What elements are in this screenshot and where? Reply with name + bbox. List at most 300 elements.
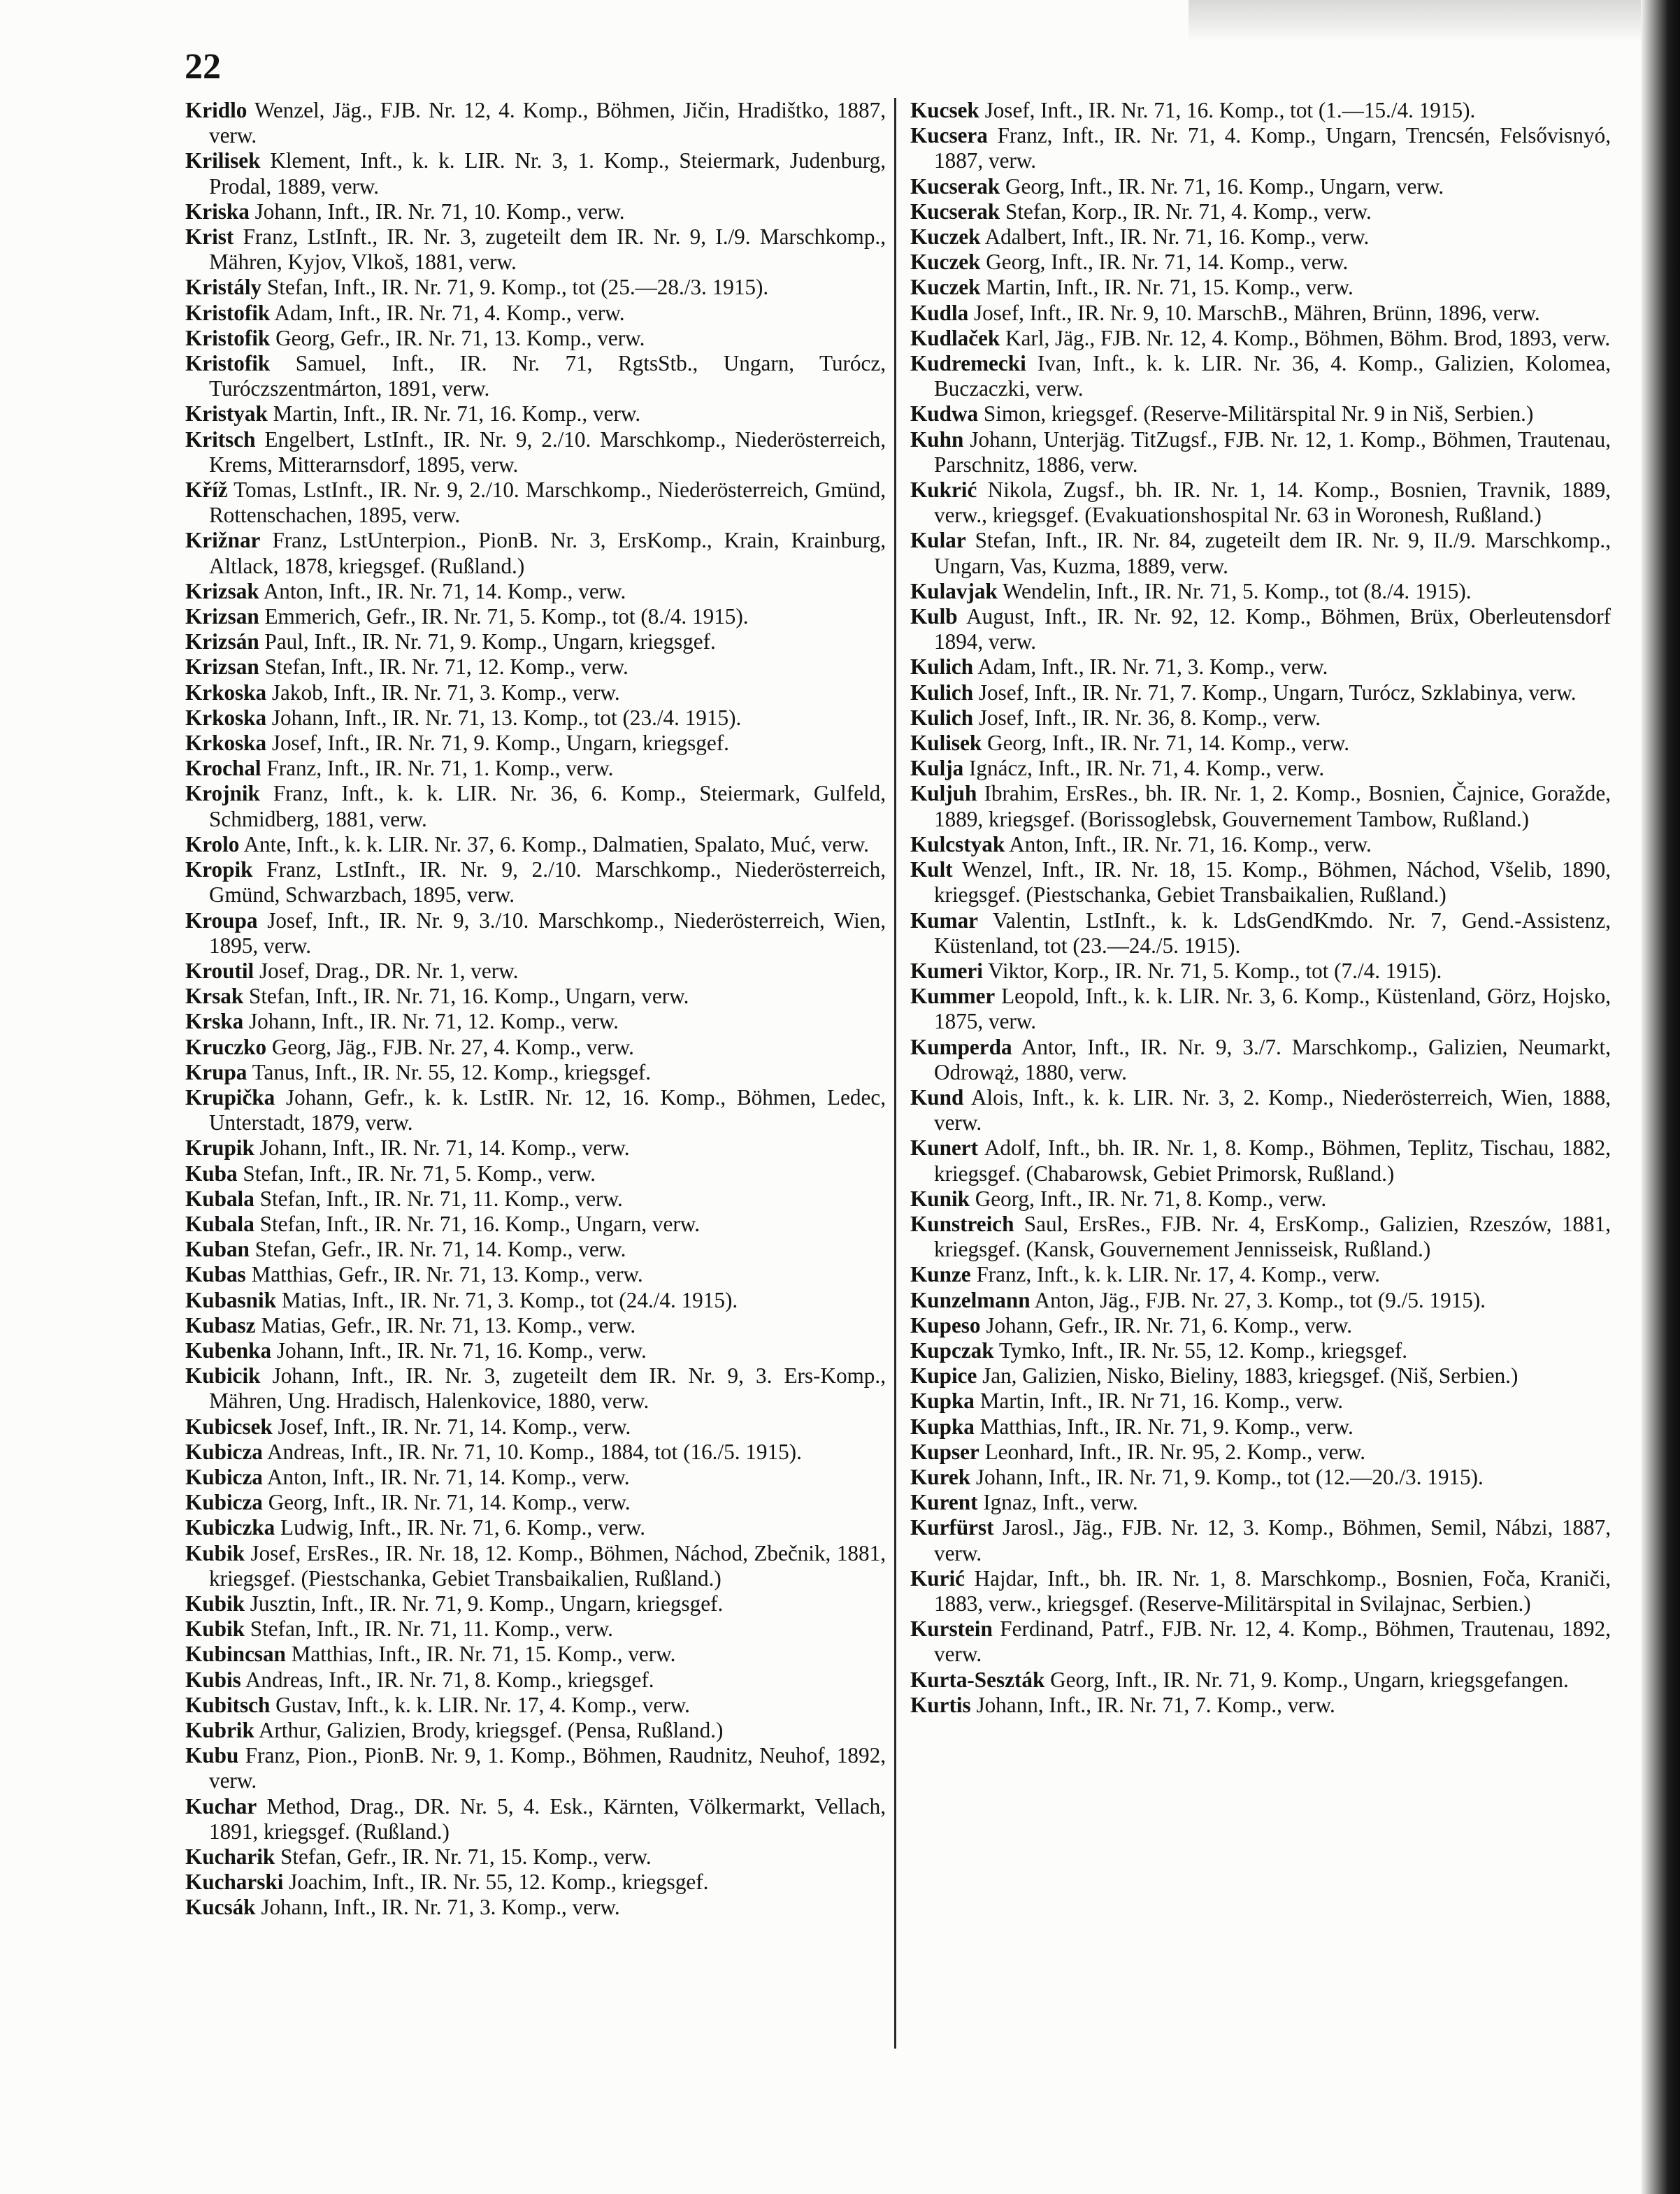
entry-surname: Kucharik [185,1844,275,1870]
entry-surname: Kucserak [910,199,1000,224]
entry-details: Georg, Inft., IR. Nr. 71, 16. Komp., Ungarn, verw. [1005,173,1444,199]
register-entry [185,1668,886,1693]
register-entry [185,781,886,831]
register-entry [185,1895,886,1920]
register-entry [185,959,886,984]
entry-details: Andreas, Inft., IR. Nr. 71, 10. Komp., 1884, tot (16./5. 1915). [266,1439,802,1464]
entry-surname: Kucsera [910,123,988,148]
entry-details: Franz, Inft., IR. Nr. 71, 1. Komp., verw. [266,756,614,781]
register-entry [185,908,886,959]
entry-surname: Kubenka [185,1338,272,1363]
entry-surname: Kubiczka [185,1515,275,1540]
entry-surname: Kristofik [185,351,271,376]
entry-surname: Kubik [185,1591,245,1616]
entry-details: Johann, Inft., IR. Nr. 71, 9. Komp., tot (12.—20./3. 1915). [975,1464,1484,1489]
register-entry [910,199,1611,224]
entry-surname: Kumar [910,908,979,933]
entry-details: Simon, kriegsgef. (Reserve-Militärspital Nr. 9 in Niš, Serbien.) [983,401,1534,426]
register-entry [910,1440,1611,1465]
register-entry [185,832,886,857]
entry-details: Tymko, Inft., IR. Nr. 55, 12. Komp., kriegsgef. [998,1338,1408,1363]
register-entry [185,148,886,199]
entry-surname: Kubasnik [185,1287,277,1312]
entry-surname: Kudwa [910,401,979,426]
register-entry [185,1009,886,1034]
entry-surname: Kunze [910,1262,971,1287]
register-entry [185,301,886,326]
register-entry [910,1389,1611,1414]
register-entry [910,756,1611,781]
entry-surname: Kudlaček [910,325,1000,350]
register-entry [910,731,1611,756]
entry-details: Anton, Inft., IR. Nr. 71, 16. Komp., verw. [1009,831,1372,856]
register-entry [185,1591,886,1616]
register-entry [185,1035,886,1060]
register-entry [910,301,1611,326]
entry-surname: Kroutil [185,958,254,983]
register-entry [185,984,886,1009]
register-entry [910,1363,1611,1389]
entry-surname: Krupička [185,1084,275,1110]
register-entry [185,705,886,731]
entry-details: Josef, Drag., DR. Nr. 1, verw. [259,958,519,983]
entry-surname: Krist [185,224,234,250]
entry-surname: Kubicza [185,1464,263,1489]
entry-details: Stefan, Inft., IR. Nr. 71, 16. Komp., Ungarn, verw. [248,984,689,1009]
entry-details: Adam, Inft., IR. Nr. 71, 4. Komp., verw. [274,300,625,325]
entry-surname: Kroupa [185,908,258,933]
register-entry [185,1313,886,1338]
entry-details: Jan, Galizien, Nisko, Bieliny, 1883, kriegsgef. (Niš, Serbien.) [982,1363,1519,1389]
register-entry [185,1541,886,1591]
register-entry [185,1642,886,1667]
entry-surname: Kucsák [185,1895,256,1920]
register-entry [910,1515,1611,1565]
entry-surname: Krkoska [185,731,267,756]
entry-surname: Kuban [185,1237,250,1262]
register-entry [185,1616,886,1642]
register-entry [185,1515,886,1540]
entry-details: Ante, Inft., k. k. LIR. Nr. 37, 6. Komp., Dalmatien, Spalato, Muć, verw. [243,831,869,856]
register-entry [910,984,1611,1034]
entry-details: Andreas, Inft., IR. Nr. 71, 8. Komp., kriegsgef. [245,1667,654,1692]
entry-surname: Kuhn [910,426,964,452]
entry-details: Stefan, Inft., IR. Nr. 71, 12. Komp., verw. [264,654,629,680]
entry-surname: Kubasz [185,1312,256,1338]
register-entry [185,199,886,224]
entry-details: Wendelin, Inft., IR. Nr. 71, 5. Komp., tot (8./4. 1915). [1003,578,1472,603]
entry-surname: Kult [910,857,953,882]
register-entry [910,1465,1611,1490]
register-entry [910,1288,1611,1313]
register-entry [185,629,886,654]
entry-surname: Kucsek [910,98,979,122]
register-entry [910,401,1611,426]
register-entry [185,1490,886,1515]
entry-surname: Krilisek [185,148,261,173]
entry-details: Stefan, Gefr., IR. Nr. 71, 15. Komp., verw. [280,1844,652,1870]
entry-surname: Kristyak [185,401,268,426]
register-entry [910,1668,1611,1693]
entry-surname: Kunert [910,1135,979,1161]
register-entry [910,1135,1611,1186]
entry-surname: Kropik [185,857,253,882]
register-entry [185,1135,886,1161]
entry-surname: Kubrik [185,1718,254,1742]
entry-details: Johann, Inft., IR. Nr. 71, 14. Komp., verw. [259,1135,630,1161]
entry-surname: Kucharski [185,1870,284,1895]
entry-surname: Kubas [185,1262,246,1287]
register-entry [185,1440,886,1465]
register-entry [185,1060,886,1085]
entry-surname: Kumeri [910,958,983,983]
entry-details: Johann, Inft., IR. Nr. 71, 10. Komp., verw. [254,199,625,224]
register-entry [910,1186,1611,1212]
entry-surname: Kubu [185,1743,239,1768]
entry-details: Johann, Inft., IR. Nr. 71, 16. Komp., verw. [276,1338,647,1363]
entry-details: Engelbert, LstInft., IR. Nr. 9, 2./10. Marschkomp., Niederösterreich, Krems, Mitterarnsdorf, 1895, verw. [209,426,886,477]
register-entry [910,123,1611,173]
entry-surname: Kurta-Seszták [910,1667,1045,1692]
entry-surname: Kritsch [185,426,256,452]
entry-surname: Kuczek [910,224,981,250]
entry-surname: Krupa [185,1059,247,1084]
entry-details: Franz, LstUnterpion., PionB. Nr. 3, ErsKomp., Krain, Krainburg, Altlack, 1878, kriegsgef. (Rußland.) [209,528,886,578]
entry-details: Joachim, Inft., IR. Nr. 55, 12. Komp., kriegsgef. [289,1870,709,1895]
register-entry [910,1338,1611,1363]
entry-surname: Kucserak [910,173,1000,199]
register-entry [185,528,886,578]
register-entry [910,832,1611,857]
register-entry [910,174,1611,199]
right-column [910,98,1611,1718]
register-entry [185,731,886,756]
register-entry [185,1212,886,1237]
entry-details: Leopold, Inft., k. k. LIR. Nr. 3, 6. Komp., Küstenland, Görz, Hojsko, 1875, verw. [934,984,1611,1034]
register-entry [185,1338,886,1363]
entry-details: Franz, Inft., k. k. LIR. Nr. 17, 4. Komp., verw. [976,1262,1380,1287]
entry-surname: Kubicza [185,1490,263,1515]
entry-surname: Kulb [910,604,958,629]
register-entry [910,857,1611,908]
entry-details: Josef, Inft., IR. Nr. 9, 10. MarschB., Mähren, Brünn, 1896, verw. [974,300,1540,325]
entry-details: Stefan, Inft., IR. Nr. 71, 11. Komp., verw. [250,1616,613,1642]
entry-surname: Kurfürst [910,1515,994,1540]
entry-details: Saul, ErsRes., FJB. Nr. 4, ErsKomp., Galizien, Rzeszów, 1881, kriegsgef. (Kansk, Gouvernement Jennisseisk, Rußland.) [934,1211,1611,1262]
register-entry [910,528,1611,578]
entry-details: Stefan, Gefr., IR. Nr. 71, 14. Komp., verw. [254,1237,626,1262]
entry-details: Ferdinand, Patrf., FJB. Nr. 12, 4. Komp., Böhmen, Trautenau, 1892, verw. [934,1616,1611,1667]
register-entry [185,1743,886,1793]
entry-details: Josef, Inft., IR. Nr. 9, 3./10. Marschkomp., Niederösterreich, Wien, 1895, verw. [209,908,886,958]
entry-surname: Kunzelmann [910,1287,1031,1312]
register-entry [910,1212,1611,1262]
entry-surname: Kuba [185,1161,238,1186]
entry-details: Adolf, Inft., bh. IR. Nr. 1, 8. Komp., Böhmen, Teplitz, Tischau, 1882, kriegsgef. (Chabarowsk, Gebiet Primorsk, Rußland.) [934,1135,1611,1186]
entry-surname: Kunstreich [910,1211,1014,1236]
entry-surname: Kridlo [185,98,247,122]
register-entry [910,224,1611,250]
entry-surname: Kulja [910,756,964,781]
entry-details: Anton, Jäg., FJB. Nr. 27, 3. Komp., tot (9./5. 1915). [1034,1287,1486,1312]
entry-surname: Kummer [910,984,996,1009]
entry-surname: Krochal [185,756,261,781]
entry-surname: Kuchar [185,1793,257,1819]
entry-surname: Kubala [185,1186,254,1211]
entry-surname: Kruczko [185,1034,267,1059]
page-number: 22 [185,47,221,87]
entry-surname: Kuczek [910,275,981,300]
register-entry [910,1490,1611,1515]
register-entry [185,98,886,148]
entry-details: Leonhard, Inft., IR. Nr. 95, 2. Komp., verw. [984,1439,1366,1464]
entry-details: Paul, Inft., IR. Nr. 71, 9. Komp., Ungarn, kriegsgef. [264,629,716,654]
entry-surname: Kupczak [910,1338,994,1363]
entry-details: Valentin, LstInft., k. k. LdsGendKmdo. Nr. 7, Gend.-Assistenz, Küstenland, tot (23.—24./5. 1915). [934,908,1611,958]
entry-surname: Kulisek [910,731,982,756]
entry-surname: Krkoska [185,705,267,730]
entry-details: Josef, Inft., IR. Nr. 71, 16. Komp., tot (1.—15./4. 1915). [984,98,1476,122]
register-entry [185,1844,886,1870]
entry-details: Jarosl., Jäg., FJB. Nr. 12, 3. Komp., Böhmen, Semil, Nábzi, 1887, verw. [934,1515,1611,1565]
entry-surname: Kříž [185,478,228,503]
entry-details: Wenzel, Jäg., FJB. Nr. 12, 4. Komp., Böhmen, Jičin, Hradištko, 1887, verw. [209,98,886,148]
entry-details: Jusztin, Inft., IR. Nr. 71, 9. Komp., Ungarn, kriegsgef. [250,1591,724,1616]
entry-details: Stefan, Inft., IR. Nr. 71, 16. Komp., Ungarn, verw. [259,1211,701,1236]
entry-surname: Krkoska [185,680,267,705]
entry-surname: Kubitsch [185,1692,271,1717]
register-entry [910,959,1611,984]
entry-details: Klement, Inft., k. k. LIR. Nr. 3, 1. Komp., Steiermark, Judenburg, Prodal, 1889, verw. [209,148,886,199]
entry-details: Viktor, Korp., IR. Nr. 71, 5. Komp., tot (7./4. 1915). [988,958,1442,983]
register-entry [910,351,1611,401]
entry-details: Georg, Inft., IR. Nr. 71, 14. Komp., verw. [986,250,1349,275]
entry-details: Ignaz, Inft., verw. [983,1490,1138,1515]
entry-details: Josef, Inft., IR. Nr. 71, 14. Komp., verw. [278,1414,631,1439]
register-entry [185,1237,886,1262]
entry-details: Johann, Inft., IR. Nr. 71, 3. Komp., verw. [261,1895,620,1920]
entry-details: Josef, Inft., IR. Nr. 71, 9. Komp., Ungarn, kriegsgef. [271,731,729,756]
entry-details: Alois, Inft., k. k. LIR. Nr. 3, 2. Komp., Niederösterreich, Wien, 1888, verw. [934,1084,1611,1135]
entry-surname: Kuczek [910,250,981,275]
register-entry [910,1693,1611,1718]
entry-details: Stefan, Inft., IR. Nr. 71, 9. Komp., tot (25.—28./3. 1915). [266,275,769,300]
entry-details: Johann, Inft., IR. Nr. 71, 7. Komp., verw. [976,1692,1335,1717]
entry-details: Stefan, Korp., IR. Nr. 71, 4. Komp., verw. [1005,199,1372,224]
entry-surname: Kubik [185,1540,245,1565]
entry-details: Georg, Inft., IR. Nr. 71, 9. Komp., Ungarn, kriegsgefangen. [1050,1667,1569,1692]
entry-surname: Kuljuh [910,781,977,806]
entry-surname: Krupik [185,1135,254,1161]
register-entry [185,478,886,528]
entry-details: Martin, Inft., IR. Nr. 71, 15. Komp., verw. [986,275,1354,300]
entry-surname: Krsak [185,984,244,1009]
entry-surname: Kulich [910,705,974,730]
entry-surname: Kristály [185,275,262,300]
entry-surname: Kupser [910,1439,979,1464]
register-entry [910,1035,1611,1085]
entry-surname: Kubik [185,1616,245,1642]
register-entry [910,908,1611,959]
entry-surname: Kurent [910,1490,978,1515]
register-entry [185,275,886,300]
entry-surname: Krojnik [185,781,260,806]
entry-details: Johann, Inft., IR. Nr. 71, 12. Komp., verw. [248,1009,619,1034]
entry-surname: Kubicik [185,1363,261,1389]
entry-surname: Krska [185,1009,244,1034]
register-entry [910,250,1611,275]
register-entry [910,98,1611,123]
entry-details: Georg, Inft., IR. Nr. 71, 8. Komp., verw. [975,1186,1327,1211]
entry-surname: Krizsán [185,629,259,654]
entry-details: Matthias, Inft., IR. Nr. 71, 9. Komp., verw. [979,1414,1354,1439]
left-column [185,98,886,1921]
entry-details: Arthur, Galizien, Brody, kriegsgef. (Pensa, Rußland.) [258,1718,724,1742]
register-entry [185,1186,886,1212]
entry-details: Matthias, Gefr., IR. Nr. 71, 13. Komp., verw. [251,1262,643,1287]
entry-surname: Kukrić [910,478,977,503]
register-entry [185,1414,886,1440]
entry-surname: Kurek [910,1464,971,1489]
entry-details: Franz, Pion., PionB. Nr. 9, 1. Komp., Böhmen, Raudnitz, Neuhof, 1892, verw. [209,1743,886,1793]
register-entry [910,579,1611,604]
register-entry [910,1262,1611,1287]
entry-details: Georg, Inft., IR. Nr. 71, 14. Komp., verw. [268,1490,631,1515]
entry-surname: Kriska [185,199,250,224]
entry-details: Tomas, LstInft., IR. Nr. 9, 2./10. Marschkomp., Niederösterreich, Gmünd, Rottenschachen, 1895, verw. [209,478,886,528]
entry-details: Wenzel, Inft., IR. Nr. 18, 15. Komp., Böhmen, Náchod, Všelib, 1890, kriegsgef. (Piestschanka, Gebiet Transbaikalien, Rußland.) [934,857,1611,908]
entry-surname: Kupice [910,1363,977,1389]
entry-surname: Kudla [910,300,969,325]
entry-details: Martin, Inft., IR. Nr. 71, 16. Komp., verw. [273,401,641,426]
register-entry [185,756,886,781]
register-entry [185,1262,886,1287]
entry-surname: Kubala [185,1211,254,1236]
entry-surname: Kristofik [185,325,271,350]
entry-surname: Kund [910,1084,964,1110]
entry-details: Stefan, Inft., IR. Nr. 84, zugeteilt dem IR. Nr. 9, II./9. Marschkomp., Ungarn, Vas, Kuzma, 1889, verw. [934,528,1611,578]
entry-surname: Kubicza [185,1439,263,1464]
entry-details: Johann, Inft., IR. Nr. 3, zugeteilt dem IR. Nr. 9, 3. Ers-Komp., Mähren, Ung. Hradisch, Halenkovice, 1880, verw. [209,1363,886,1414]
entry-surname: Kulcstyak [910,831,1005,856]
entry-details: Matias, Inft., IR. Nr. 71, 3. Komp., tot (24./4. 1915). [281,1287,738,1312]
entry-details: Anton, Inft., IR. Nr. 71, 14. Komp., verw. [266,1464,630,1489]
entry-surname: Kubincsan [185,1642,286,1667]
register-entry [910,326,1611,351]
entry-details: Tanus, Inft., IR. Nr. 55, 12. Komp., kriegsgef. [252,1059,651,1084]
entry-details: Franz, LstInft., IR. Nr. 3, zugeteilt dem IR. Nr. 9, I./9. Marschkomp., Mähren, Kyjov, Vlkoš, 1881, verw. [209,224,886,275]
entry-surname: Kulich [910,680,974,705]
register-entry [185,1718,886,1743]
entry-details: Franz, LstInft., IR. Nr. 9, 2./10. Marschkomp., Niederösterreich, Gmünd, Schwarzbach, 1895, verw. [209,857,886,908]
register-entry [185,401,886,426]
entry-surname: Kurić [910,1565,965,1591]
entry-details: Ivan, Inft., k. k. LIR. Nr. 36, 4. Komp., Galizien, Kolomea, Buczaczki, verw. [934,351,1611,401]
entry-details: Martin, Inft., IR. Nr 71, 16. Komp., verw. [979,1389,1344,1414]
entry-details: Franz, Inft., IR. Nr. 71, 4. Komp., Ungarn, Trencsén, Felsővisnyó, 1887, verw. [934,123,1611,173]
entry-details: Antor, Inft., IR. Nr. 9, 3./7. Marschkomp., Galizien, Neumarkt, Odrowąż, 1880, verw. [934,1034,1611,1084]
register-entry [185,1085,886,1135]
entry-surname: Kupeso [910,1312,981,1338]
entry-details: Karl, Jäg., FJB. Nr. 12, 4. Komp., Böhmen, Böhm. Brod, 1893, verw. [1005,325,1611,350]
column-divider [894,98,896,2049]
entry-surname: Kupka [910,1414,975,1439]
register-entry [185,224,886,275]
entry-details: Adam, Inft., IR. Nr. 71, 3. Komp., verw. [977,654,1328,680]
scan-edge-right [1641,0,1680,2194]
entry-surname: Krizsak [185,578,259,603]
register-entry [910,654,1611,680]
register-entry [185,1794,886,1844]
register-entry [910,275,1611,300]
register-entry [910,604,1611,654]
register-entry [185,427,886,478]
entry-details: Georg, Inft., IR. Nr. 71, 14. Komp., verw. [987,731,1350,756]
register-entry [910,781,1611,831]
entry-details: Matias, Gefr., IR. Nr. 71, 13. Komp., verw. [261,1312,636,1338]
entry-surname: Kurtis [910,1692,971,1717]
entry-details: Josef, Inft., IR. Nr. 71, 7. Komp., Ungarn, Turócz, Szklabinya, verw. [978,680,1577,705]
register-entry [185,1161,886,1186]
register-entry [185,326,886,351]
entry-surname: Kubicsek [185,1414,273,1439]
entry-surname: Kumperda [910,1034,1012,1059]
entry-surname: Kulich [910,654,974,680]
entry-details: Ibrahim, ErsRes., bh. IR. Nr. 1, 2. Komp., Bosnien, Čajnice, Goražde, 1889, kriegsgef. (Borissoglebsk, Gouvernement Tambow, Rußland.) [934,781,1611,831]
entry-details: Stefan, Inft., IR. Nr. 71, 5. Komp., verw. [243,1161,596,1186]
entry-details: Josef, Inft., IR. Nr. 36, 8. Komp., verw. [978,705,1321,730]
entry-details: Georg, Gefr., IR. Nr. 71, 13. Komp., verw. [275,325,645,350]
register-entry [185,654,886,680]
register-entry [185,604,886,629]
register-entry [910,1616,1611,1667]
entry-details: Johann, Unterjäg. TitZugsf., FJB. Nr. 12, 1. Komp., Böhmen, Trautenau, Parschnitz, 1886, verw. [934,426,1611,477]
register-entry [185,1693,886,1718]
scan-shadow-top [1189,0,1680,42]
register-entry [910,1085,1611,1135]
entry-details: Samuel, Inft., IR. Nr. 71, RgtsStb., Ungarn, Turócz, Turóczszentmárton, 1891, verw. [209,351,886,401]
entry-surname: Kupka [910,1389,975,1414]
entry-details: Johann, Gefr., k. k. LstIR. Nr. 12, 16. Komp., Böhmen, Ledec, Unterstadt, 1879, verw. [209,1084,886,1135]
entry-details: Johann, Inft., IR. Nr. 71, 13. Komp., tot (23./4. 1915). [271,705,742,730]
entry-surname: Kulavjak [910,578,998,603]
entry-surname: Kular [910,528,966,553]
entry-surname: Kudremecki [910,351,1026,376]
entry-details: Ludwig, Inft., IR. Nr. 71, 6. Komp., verw. [280,1515,646,1540]
entry-details: Stefan, Inft., IR. Nr. 71, 11. Komp., verw. [259,1186,623,1211]
register-entry [185,680,886,705]
entry-details: Franz, Inft., k. k. LIR. Nr. 36, 6. Komp., Steiermark, Gulfeld, Schmidberg, 1881, verw. [209,781,886,831]
register-entry [910,680,1611,705]
register-entry [910,478,1611,528]
entry-surname: Kunik [910,1186,970,1211]
entry-details: Anton, Inft., IR. Nr. 71, 14. Komp., verw. [263,578,626,603]
entry-details: August, Inft., IR. Nr. 92, 12. Komp., Böhmen, Brüx, Oberleutensdorf 1894, verw. [934,604,1611,654]
entry-surname: Krolo [185,831,240,856]
register-entry [185,857,886,908]
register-entry [910,1313,1611,1338]
register-entry [185,1288,886,1313]
entry-details: Josef, ErsRes., IR. Nr. 18, 12. Komp., Böhmen, Náchod, Zbečnik, 1881, kriegsgef. (Piestschanka, Gebiet Transbaikalien, Rußland.) [209,1540,886,1591]
entry-details: Georg, Jäg., FJB. Nr. 27, 4. Komp., verw. [271,1034,634,1059]
entry-details: Matthias, Inft., IR. Nr. 71, 15. Komp., verw. [291,1642,676,1667]
register-entry [910,705,1611,731]
entry-surname: Krizsan [185,654,259,680]
entry-details: Ignácz, Inft., IR. Nr. 71, 4. Komp., verw. [969,756,1325,781]
register-entry [910,427,1611,478]
entry-details: Johann, Gefr., IR. Nr. 71, 6. Komp., verw. [986,1312,1353,1338]
register-entry [185,1465,886,1490]
